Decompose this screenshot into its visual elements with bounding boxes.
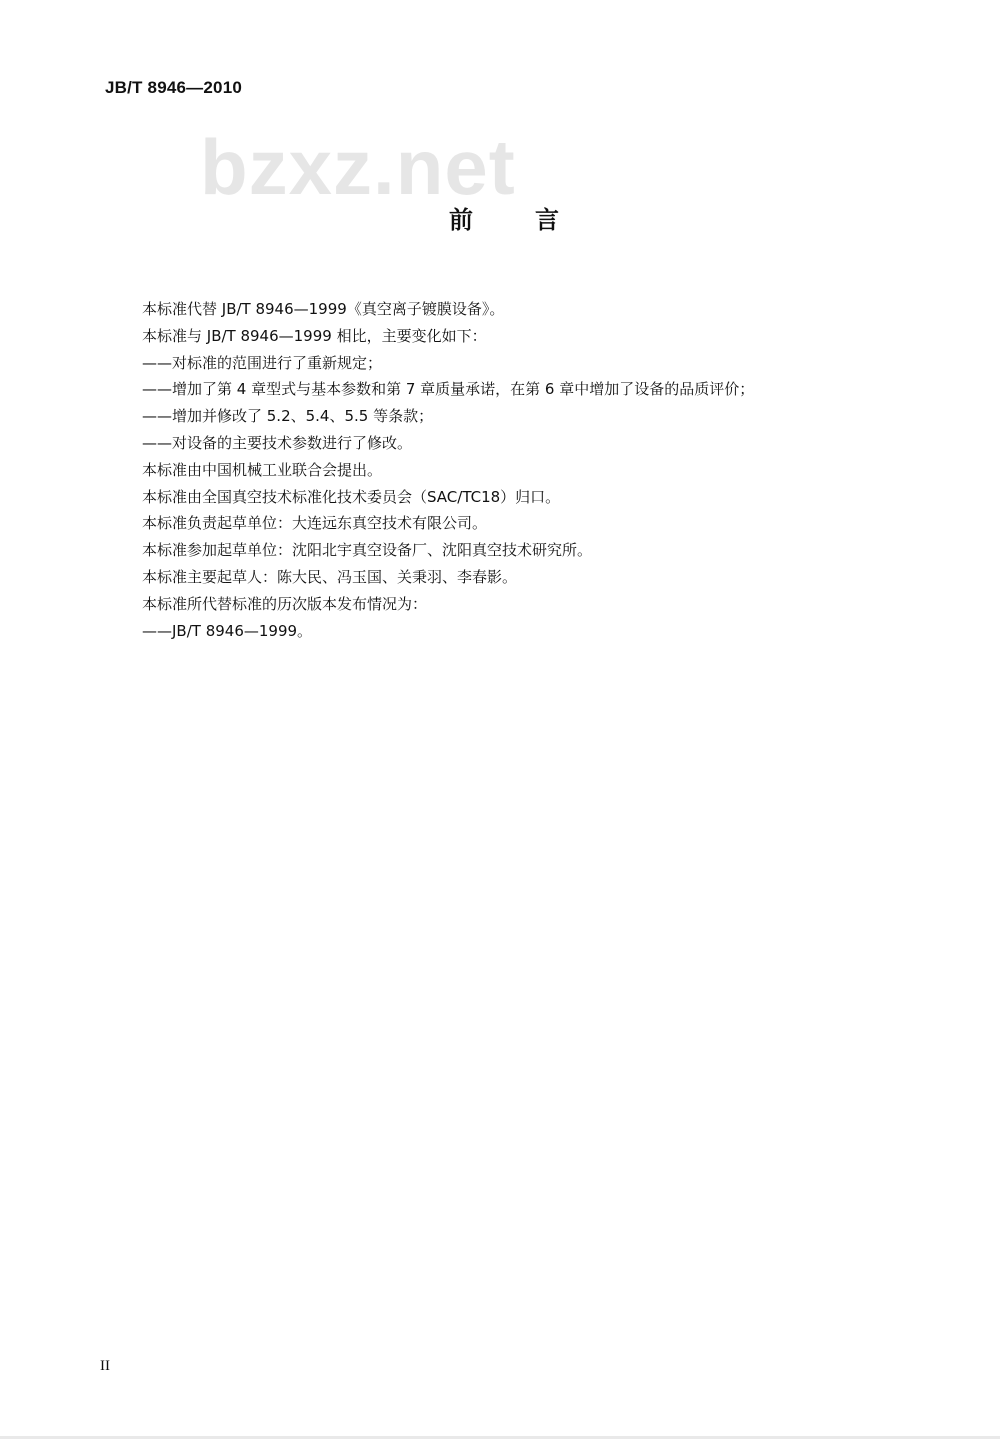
foreword-body <box>142 296 922 644</box>
page-number: II <box>100 1358 110 1374</box>
standard-code-header: JB/T 8946—2010 <box>105 78 242 97</box>
list-item: ——对设备的主要技术参数进行了修改。 <box>142 433 413 452</box>
paragraph: 本标准代替 JB/T 8946—1999《真空离子镀膜设备》。 <box>142 300 505 318</box>
section-title-char-1: 前 <box>449 206 473 234</box>
page-bottom-edge <box>0 1436 1000 1439</box>
paragraph: 本标准所代替标准的历次版本发布情况为： <box>142 594 428 613</box>
list-item: ——JB/T 8946—1999。 <box>142 621 313 640</box>
list-item: ——增加并修改了 5.2、5.4、5.5 等条款； <box>142 407 434 426</box>
section-title <box>0 200 1000 235</box>
paragraph: 本标准与 JB/T 8946—1999 相比，主要变化如下： <box>142 326 487 345</box>
list-item: ——增加了第 4 章型式与基本参数和第 7 章质量承诺，在第 6 章中增加了设备的品质评价； <box>142 380 755 399</box>
section-title-char-2: 言 <box>535 206 559 234</box>
watermark: bzxz.net <box>200 123 516 211</box>
paragraph: 本标准主要起草人：陈大民、冯玉国、关秉羽、李春影。 <box>142 567 518 586</box>
paragraph: 本标准由中国机械工业联合会提出。 <box>142 460 383 479</box>
list-item: ——对标准的范围进行了重新规定； <box>142 353 383 372</box>
paragraph: 本标准负责起草单位：大连远东真空技术有限公司。 <box>142 514 488 533</box>
paragraph: 本标准参加起草单位：沈阳北宇真空设备厂、沈阳真空技术研究所。 <box>142 541 593 560</box>
paragraph: 本标准由全国真空技术标准化技术委员会（SAC/TC18）归口。 <box>142 487 561 506</box>
